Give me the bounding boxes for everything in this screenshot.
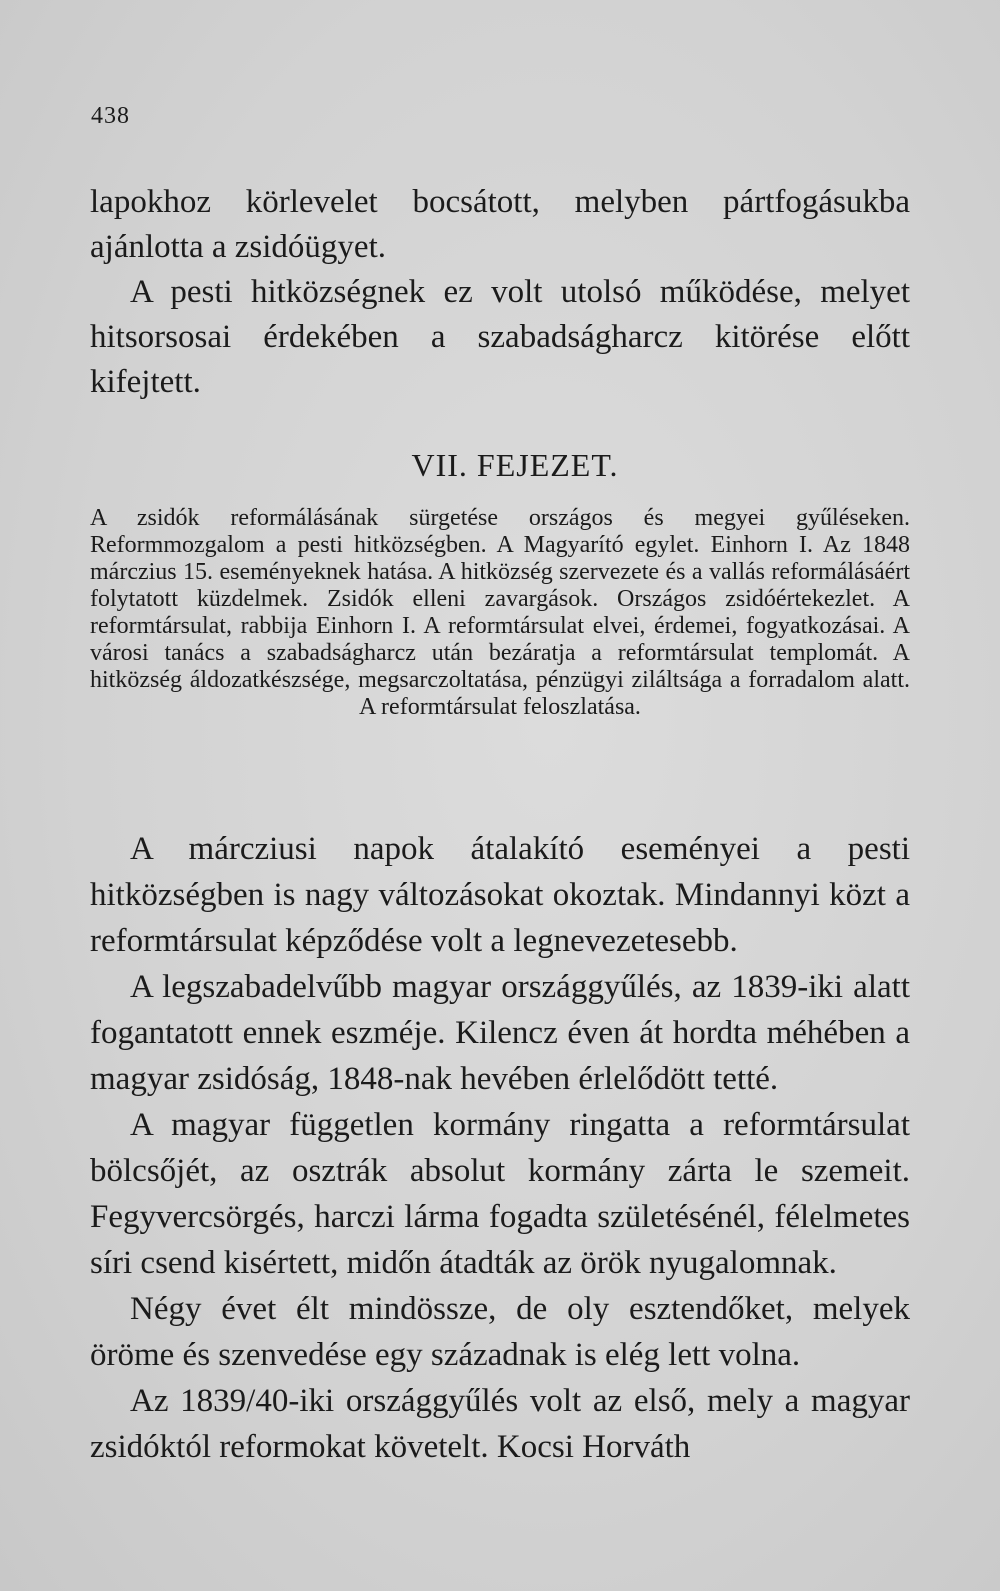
body-paragraph: A legszabadelvűbb magyar országgyűlés, az 1839-iki alatt fogantatott ennek eszméje. Kilencz éven át hordta méhében a magyar zsidóság, 1848-nak hevében érlelődött tetté. xyxy=(90,969,910,1097)
body-paragraph: Az 1839/40-iki országgyűlés volt az első, mely a magyar zsidóktól reformokat követelt. Kocsi Horváth xyxy=(90,1383,910,1465)
chapter-summary xyxy=(90,505,910,721)
body-paragraph: A magyar független kormány ringatta a reformtársulat bölcsőjét, az osztrák absolut kormány zárta le szemeit. Fegyvercsörgés, harczi lárma fogadta születésénél, félelmetes síri csend kisértett, midőn átadták az örök nyugalomnak. xyxy=(90,1107,910,1281)
intro-paragraph: A pesti hitközségnek ez volt utolsó működése, melyet hitsorsosai érdekében a szabadságharcz kitörése előtt kifejtett. xyxy=(90,274,910,400)
intro-text xyxy=(90,180,910,405)
page-number: 438 xyxy=(91,103,130,129)
chapter-summary-text: A zsidók reformálásának sürgetése országos és megyei gyűléseken. Reformmozgalom a pesti hitközségben. A Magyarító egylet. Einhorn I. Az 1848 márczius 15. eseményeknek hatása. A hitközség szervezete és a vallás reformálásáért folytatott küzdelmek. Zsidók elleni zavargások. Országos zsidóértekezlet. A reformtársulat, rabbija Einhorn I. A reformtársulat elvei, érdemei, fogyatkozásai. A városi tanács a szabadságharcz után bezáratja a reformtársulat templomát. A hitközség áldozatkészsége, megsarczoltatása, pénzügyi ziláltsága a forradalom alatt. A reformtársulat feloszlatása. xyxy=(90,505,910,720)
intro-paragraph: lapokhoz körlevelet bocsátott, melyben pártfogásukba ajánlotta a zsidóügyet. xyxy=(90,184,910,265)
body-paragraph: A márcziusi napok átalakító eseményei a pesti hitközségben is nagy változásokat okoztak. Mindannyi közt a reformtársulat képződése volt a legnevezetesebb. xyxy=(90,831,910,959)
body-text xyxy=(90,826,910,1470)
chapter-title: VII. FEJEZET. xyxy=(411,447,619,483)
body-paragraph: Négy évet élt mindössze, de oly esztendőket, melyek öröme és szenvedése egy századnak is elég lett volna. xyxy=(90,1291,910,1373)
